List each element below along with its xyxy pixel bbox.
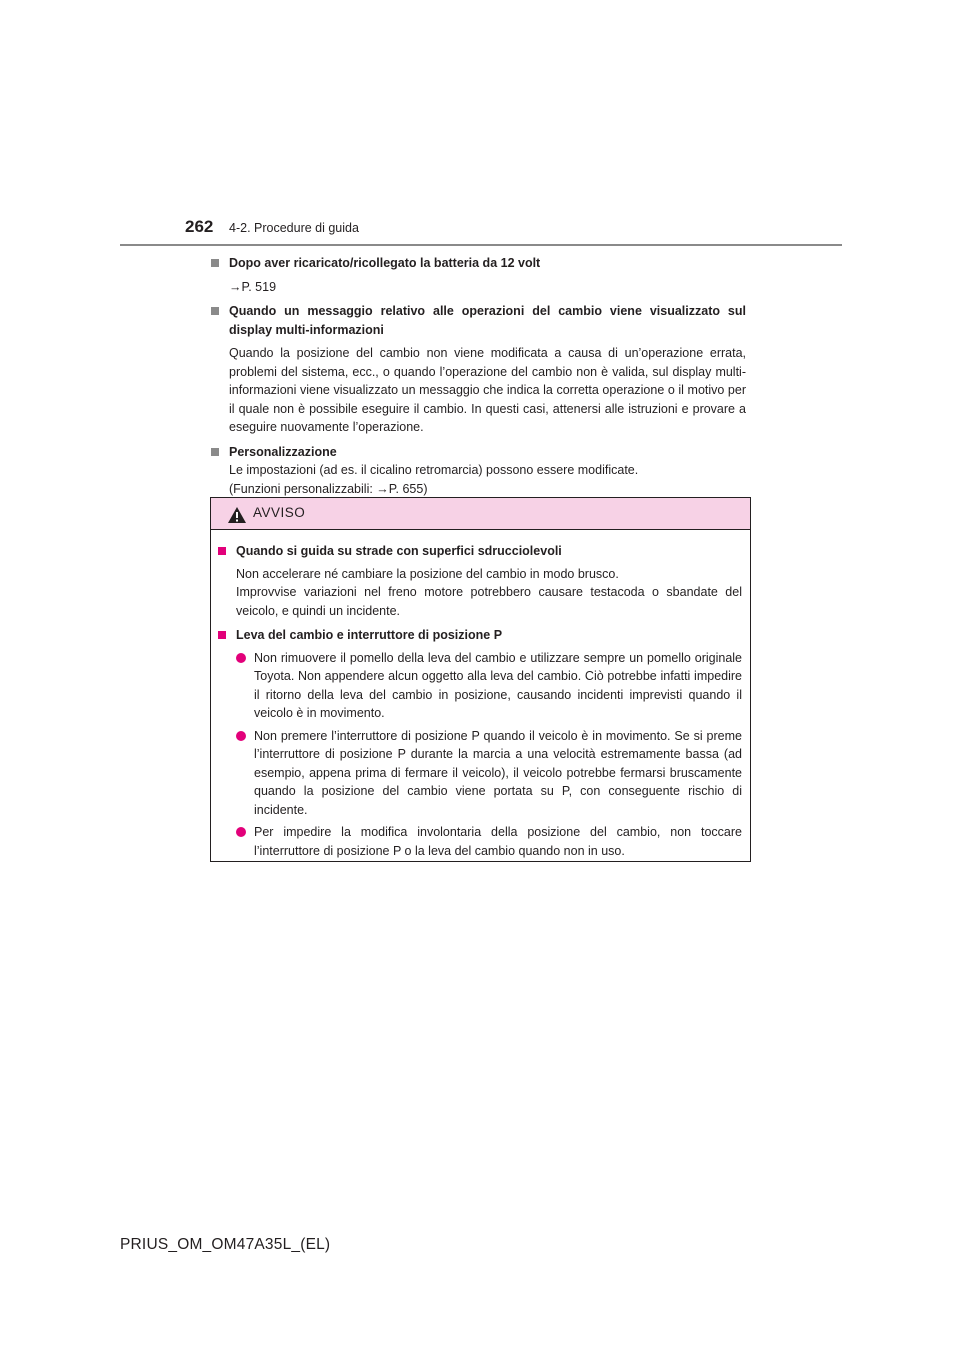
page-number: 262 (185, 217, 214, 236)
info-item-title: Personalizzazione (229, 444, 337, 459)
square-bullet-icon (211, 448, 219, 456)
circle-bullet-icon (236, 827, 246, 837)
warning-section-title: Quando si guida su strade con superfici sdrucciolevoli (236, 544, 562, 558)
square-bullet-icon (211, 259, 219, 267)
info-item (211, 443, 746, 499)
warning-header (211, 498, 750, 530)
warning-section-title: Leva del cambio e interruttore di posizione P (236, 628, 503, 642)
warning-bullet: Non rimuovere il pomello della leva del cambio e utilizzare sempre un pomello originale Toyota. Non appendere alcun oggetto alla leva del cambio. Ciò potrebbe infatti impedire il ritorno della leva del cambio in posizione, causando incidenti imprevisti quando il veicolo è in movimento. (218, 649, 742, 723)
warning-triangle-icon (227, 506, 247, 524)
info-item-title: Quando un messaggio relativo alle operazioni del cambio viene visualizzato sul display multi-informazioni (229, 304, 746, 337)
square-bullet-icon (218, 547, 226, 555)
info-item-text: (Funzioni personalizzabili: →P. 655) (229, 481, 428, 496)
square-bullet-icon (211, 307, 219, 315)
warning-box (210, 497, 751, 862)
main-content (211, 254, 746, 504)
info-item (211, 302, 746, 437)
warning-text: Improvvise variazioni nel freno motore potrebbero causare testacoda o sbandate del veicolo, e quindi un incidente. (236, 585, 742, 618)
document-code: PRIUS_OM_OM47A35L_(EL) (120, 1236, 331, 1253)
warning-section (218, 626, 742, 860)
info-item-text: Quando la posizione del cambio non viene modificata a causa di un’operazione errata, problemi del sistema, ecc., o quando l’operazione del cambio non è valida, sul display multi-informazioni viene visualizzato un messaggio che indica la corretta operazione o il motivo per il quale non è possibile eseguire il cambio. In questi casi, attenersi alle istruzioni e provare a eseguire nuovamente l’operazione. (229, 346, 746, 434)
info-item-text: Le impostazioni (ad es. il cicalino retromarcia) possono essere modificate. (229, 463, 639, 477)
warning-text: Non accelerare né cambiare la posizione del cambio in modo brusco. (236, 566, 619, 581)
warning-title: AVVISO (253, 505, 306, 520)
circle-bullet-icon (236, 653, 246, 663)
warning-section (218, 542, 742, 620)
warning-bullet: Non premere l’interruttore di posizione P quando il veicolo è in movimento. Se si preme l’interruttore di posizione P durante la marcia a una velocità estremamente bassa (ad esempio, appena prima di fermare il veicolo), il veicolo potrebbe fermarsi bruscamente quando la posizione del cambio viene portata su P, con conseguente rischio di incidente. (218, 727, 742, 820)
warning-body (211, 530, 750, 860)
header-rule (120, 244, 842, 246)
info-item-text: →P. 519 (229, 279, 277, 294)
circle-bullet-icon (236, 731, 246, 741)
square-bullet-icon (218, 631, 226, 639)
warning-bullet: Per impedire la modifica involontaria della posizione del cambio, non toccare l’interruttore di posizione P o la leva del cambio quando non in uso. (218, 823, 742, 860)
section-title: 4-2. Procedure di guida (229, 221, 359, 235)
info-item (211, 254, 746, 296)
info-item-title: Dopo aver ricaricato/ricollegato la batteria da 12 volt (229, 256, 541, 270)
